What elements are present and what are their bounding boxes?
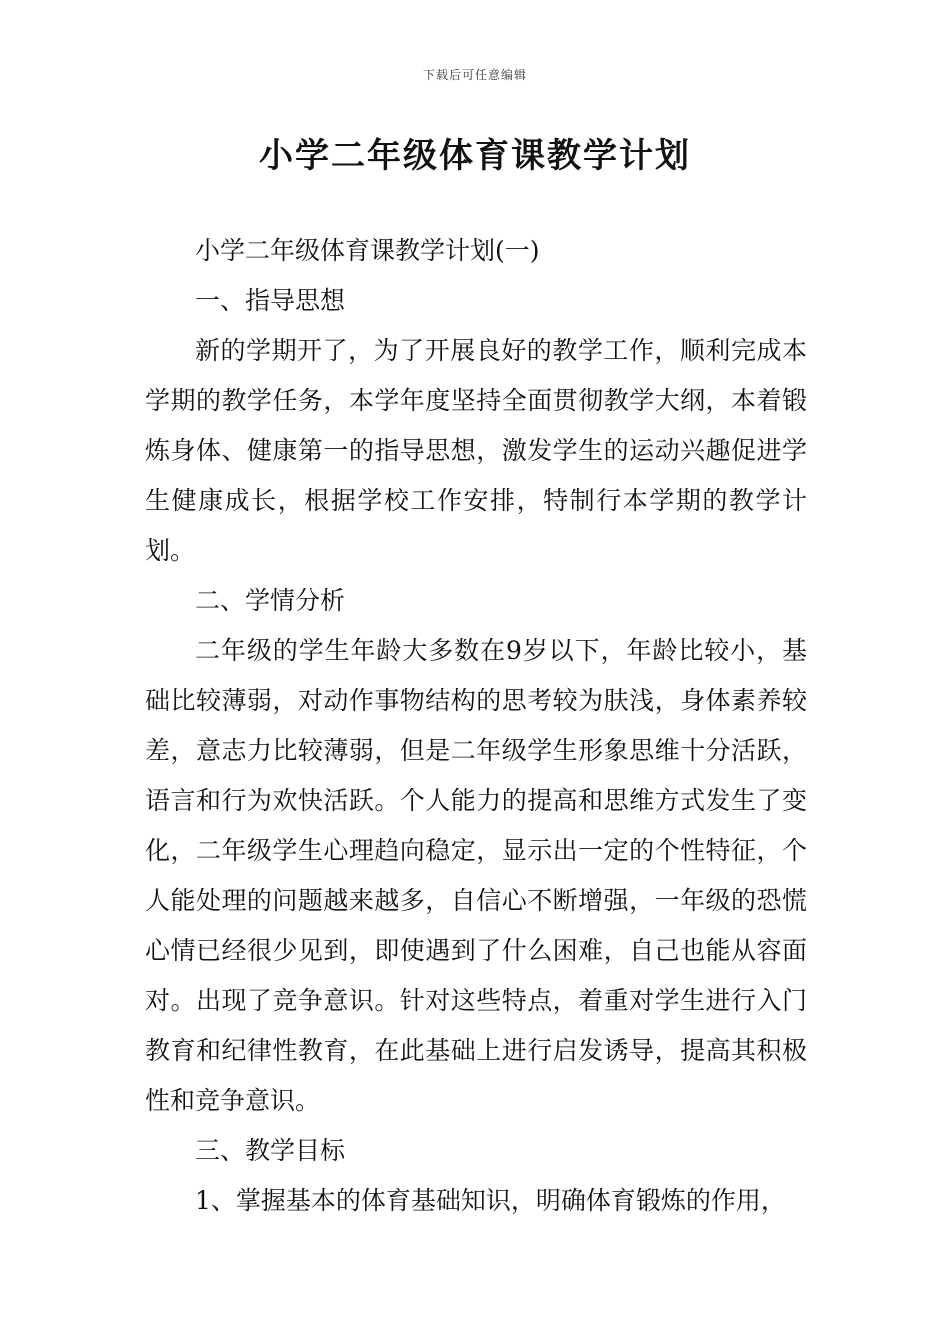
document-body xyxy=(145,226,807,1226)
heading-student-analysis: 二、学情分析 xyxy=(195,586,346,615)
document-title: 小学二年级体育课教学计划 xyxy=(259,136,691,176)
heading-guiding-ideology: 一、指导思想 xyxy=(195,286,346,315)
paragraph-goal-1: 1、掌握基本的体育基础知识，明确体育锻炼的作用， xyxy=(195,1186,786,1215)
paragraph-guiding-ideology: 新的学期开了，为了开展良好的教学工作，顺利完成本学期的教学任务，本学年度坚持全面贯彻教学大纲，本着锻炼身体、健康第一的指导思想，激发学生的运动兴趣促进学生健康成长，根据学校工作安排，特制行本学期的教学计划。 xyxy=(145,336,807,565)
section-subtitle: 小学二年级体育课教学计划(一) xyxy=(195,236,540,265)
heading-teaching-goals: 三、教学目标 xyxy=(195,1136,346,1165)
header-note: 下载后可任意编辑 xyxy=(422,68,527,82)
paragraph-student-analysis: 二年级的学生年龄大多数在9岁以下，年龄比较小，基础比较薄弱，对动作事物结构的思考较为肤浅，身体素养较差，意志力比较薄弱，但是二年级学生形象思维十分活跃，语言和行为欢快活跃。个人能力的提高和思维方式发生了变化，二年级学生心理趋向稳定，显示出一定的个性特征，个人能处理的问题越来越多，自信心不断增强，一年级的恐慌心情已经很少见到，即使遇到了什么困难，自己也能从容面对。出现了竞争意识。针对这些特点，着重对学生进行入门教育和纪律性教育，在此基础上进行启发诱导，提高其积极性和竞争意识。 xyxy=(145,636,807,1115)
